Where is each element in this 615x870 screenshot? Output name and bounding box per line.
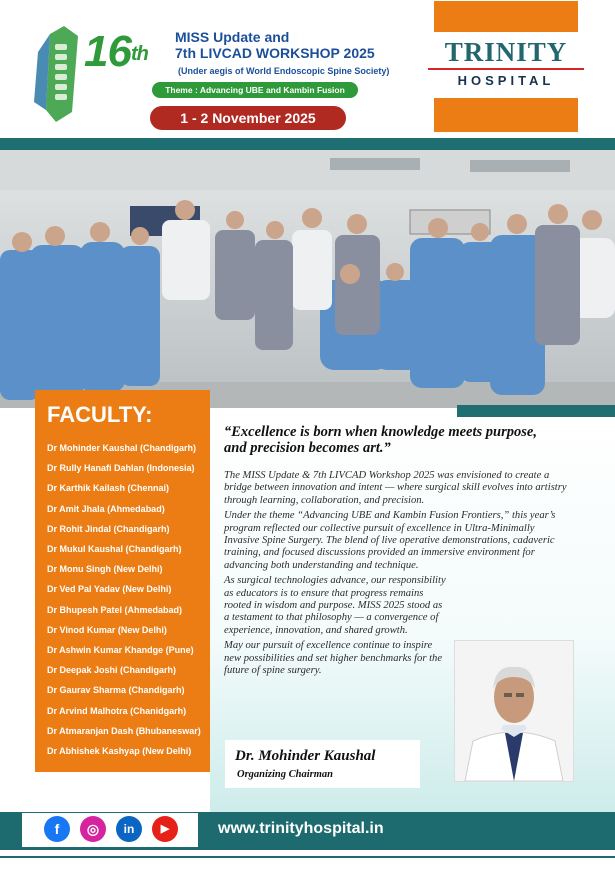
chairman-portrait <box>454 640 574 782</box>
faculty-member: Dr Abhishek Kashyap (New Delhi) <box>47 746 192 757</box>
faculty-member: Dr Mukul Kaushal (Chandigarh) <box>47 544 182 555</box>
faculty-member: Dr Bhupesh Patel (Ahmedabad) <box>47 604 183 615</box>
linkedin-icon[interactable]: in <box>116 816 142 842</box>
website-link[interactable]: www.trinityhospital.in <box>218 820 384 837</box>
theme-badge: Theme : Advancing UBE and Kambin Fusion <box>152 82 358 98</box>
faculty-member: Dr Rohit Jindal (Chandigarh) <box>47 523 170 534</box>
footer-rule <box>0 856 615 858</box>
signature-name: Dr. Mohinder Kaushal <box>235 748 376 764</box>
faculty-heading: FACULTY: <box>47 402 153 427</box>
faculty-member: Dr Mohinder Kaushal (Chandigarh) <box>47 443 197 453</box>
message-paragraph: As surgical technologies advance, our responsibility as educators is to ensure that progress remains rooted in wisdom and purpose. MISS 2025 stood as a testament to that philosophy — a convergence of experience, innovation, and shared growth. <box>224 575 446 636</box>
hospital-logo-rule <box>428 68 584 70</box>
quote: “Excellence is born when knowledge meets purpose, and precision becomes art.” <box>224 424 537 456</box>
faculty-member: Dr Rully Hanafi Dahlan (Indonesia) <box>47 463 195 474</box>
message-paragraph: Under the theme “Advancing UBE and Kambin Fusion Frontiers,” this year’s program reflected our collective pursuit of excellence in Ultra-Minimally Invasive Spine Surgery. The blend of live operative demonstrations, cadaveric training, and focused discussions provided an immersive environment for advancing both understanding and technique. <box>224 510 556 571</box>
hospital-logo-sub: HOSPITAL <box>457 73 555 88</box>
date-badge: 1 - 2 November 2025 <box>150 106 346 130</box>
accent-tab <box>457 405 615 417</box>
faculty-member: Dr Vinod Kumar (New Delhi) <box>47 624 167 635</box>
spine-logo <box>28 22 88 127</box>
group-photo <box>0 150 615 408</box>
facebook-icon[interactable]: f <box>44 816 70 842</box>
faculty-member: Dr Gaurav Sharma (Chandigarh) <box>47 685 185 696</box>
faculty-list <box>47 438 210 761</box>
signature-role: Organizing Chairman <box>237 769 333 780</box>
edition-number: 16th <box>84 27 148 76</box>
faculty-member: Dr Atmaranjan Dash (Bhubaneswar) <box>47 725 201 736</box>
faculty-member: Dr Deepak Joshi (Chandigarh) <box>47 665 177 676</box>
event-subtitle: (Under aegis of World Endoscopic Spine Society) <box>178 66 390 76</box>
hospital-logo-name: TRINITY <box>444 37 568 67</box>
youtube-icon[interactable]: ▶ <box>152 816 178 842</box>
faculty-member: Dr Karthik Kailash (Chennai) <box>47 483 170 494</box>
faculty-member: Dr Ashwin Kumar Khandge (Pune) <box>47 645 194 656</box>
event-title: MISS Update and 7th LIVCAD WORKSHOP 2025 <box>175 29 375 61</box>
faculty-member: Dr Amit Jhala (Ahmedabad) <box>47 503 165 514</box>
faculty-member: Dr Arvind Malhotra (Chanidgarh) <box>47 705 187 716</box>
instagram-icon[interactable]: ◎ <box>80 816 106 842</box>
message-paragraph: The MISS Update & 7th LIVCAD Workshop 2025 was envisioned to create a bridge between innovation and intent — where surgical skill evolves into artistry through learning, collaboration, and precision. <box>224 470 567 506</box>
message-paragraph: May our pursuit of excellence continue to inspire new possibilities and set higher benchmarks for the future of spine surgery. <box>224 640 443 677</box>
faculty-member: Dr Ved Pal Yadav (New Delhi) <box>47 584 172 595</box>
faculty-member: Dr Monu Singh (New Delhi) <box>47 564 163 575</box>
